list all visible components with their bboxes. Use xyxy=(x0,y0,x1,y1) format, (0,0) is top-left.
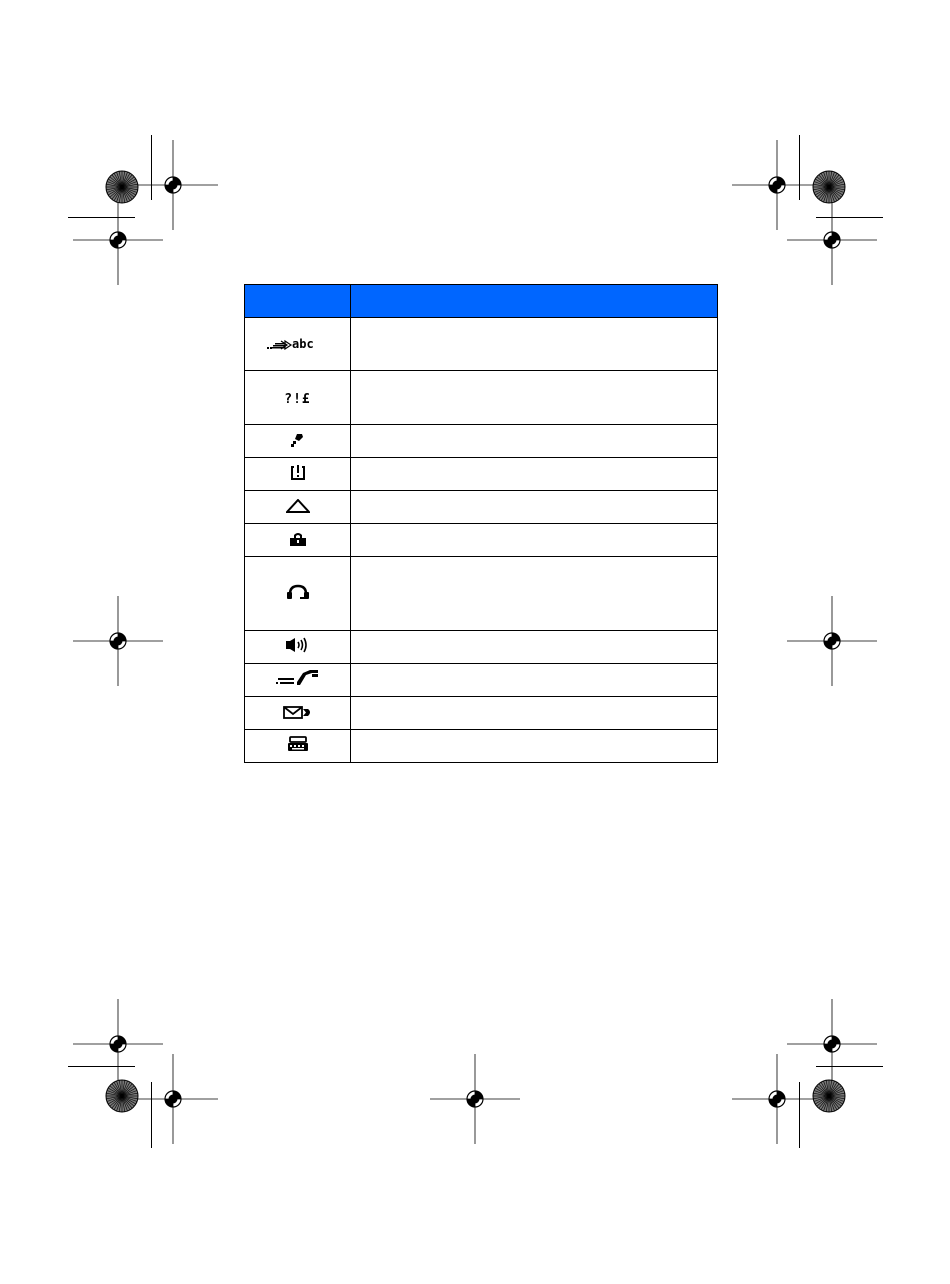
roaming-triangle-icon xyxy=(286,499,310,513)
icon-cell xyxy=(245,631,351,664)
keyboard-icon xyxy=(287,736,309,752)
trim-line xyxy=(68,217,135,218)
crosshair-mark-icon xyxy=(73,596,163,686)
lock-icon xyxy=(289,532,307,546)
starburst-mark-icon xyxy=(812,170,846,204)
header-icon-column xyxy=(245,285,351,318)
table-row xyxy=(245,371,718,425)
icon-cell xyxy=(245,425,351,458)
icon-cell xyxy=(245,371,351,425)
call-forward-icon xyxy=(276,670,320,686)
trim-line xyxy=(816,217,883,218)
trim-line xyxy=(799,1082,800,1148)
table-row xyxy=(245,664,718,697)
header-description-column xyxy=(351,285,718,318)
description-cell xyxy=(351,664,718,697)
table-row xyxy=(245,730,718,763)
message-icon xyxy=(283,705,313,719)
description-cell xyxy=(351,458,718,491)
signal-indicator-icon xyxy=(291,433,305,447)
description-cell xyxy=(351,557,718,631)
starburst-mark-icon xyxy=(105,170,139,204)
crosshair-mark-icon xyxy=(787,195,877,285)
icon-cell xyxy=(245,491,351,524)
table-row xyxy=(245,524,718,557)
power-indicator-icon xyxy=(291,464,305,480)
icon-cell xyxy=(245,697,351,730)
description-cell xyxy=(351,318,718,371)
trim-line xyxy=(151,1082,152,1148)
description-cell xyxy=(351,425,718,458)
trim-line xyxy=(151,135,152,200)
description-cell xyxy=(351,631,718,664)
trim-line xyxy=(799,135,800,200)
icon-cell xyxy=(245,664,351,697)
table-row xyxy=(245,697,718,730)
special-characters-icon: ?!£ xyxy=(284,392,311,407)
table-header-row xyxy=(245,285,718,318)
description-cell xyxy=(351,524,718,557)
crosshair-mark-icon xyxy=(128,1054,218,1144)
starburst-mark-icon xyxy=(105,1079,139,1113)
table-row xyxy=(245,318,718,371)
table-row xyxy=(245,458,718,491)
description-cell xyxy=(351,730,718,763)
table-row xyxy=(245,491,718,524)
crosshair-mark-icon xyxy=(430,1054,520,1144)
trim-line xyxy=(816,1066,883,1067)
icon-cell xyxy=(245,458,351,491)
icon-cell xyxy=(245,557,351,631)
icon-table xyxy=(244,284,718,763)
icon-cell xyxy=(245,318,351,371)
icon-cell xyxy=(245,730,351,763)
crosshair-mark-icon xyxy=(73,195,163,285)
svg-text:abc: abc xyxy=(291,336,314,350)
icon-cell xyxy=(245,524,351,557)
speaker-icon xyxy=(285,637,311,653)
table-row xyxy=(245,631,718,664)
starburst-mark-icon xyxy=(812,1079,846,1113)
headset-icon xyxy=(286,584,310,600)
description-cell xyxy=(351,697,718,730)
trim-line xyxy=(68,1066,135,1067)
table-row xyxy=(245,557,718,631)
crosshair-mark-icon xyxy=(732,1054,822,1144)
abc-text-mode-icon xyxy=(267,336,329,350)
crosshair-mark-icon xyxy=(787,596,877,686)
description-cell xyxy=(351,491,718,524)
table-row xyxy=(245,425,718,458)
description-cell xyxy=(351,371,718,425)
